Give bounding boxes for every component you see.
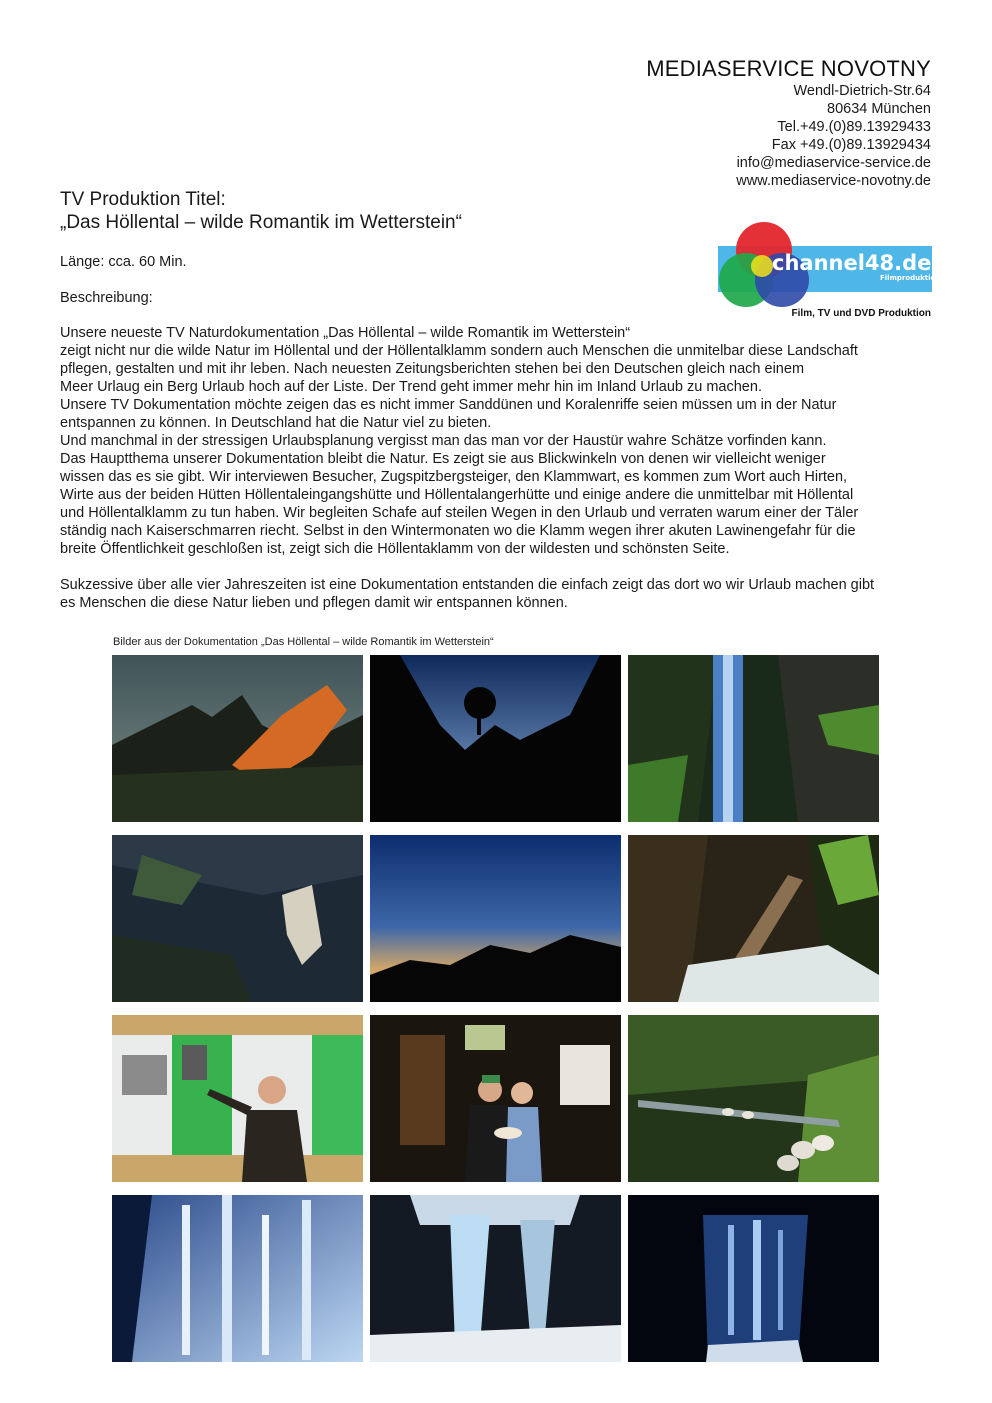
photo-ice-cave	[628, 1195, 879, 1362]
paragraph-1	[60, 324, 940, 558]
text-line: entspannen zu können. In Deutschland hat die Natur viel zu bieten.	[60, 415, 492, 431]
description-label: Beschreibung:	[60, 290, 153, 306]
text-line: und Höllentalklamm zu tun haben. Wir begleiten Schafe auf steilen Wegen in den Urlaub und verraten warum einer der Täler	[60, 505, 859, 521]
phone-number: Tel.+49.(0)89.13929433	[777, 119, 931, 135]
photo-gallery	[112, 655, 879, 1362]
paragraph-2	[60, 576, 940, 612]
text-line: Unsere neueste TV Naturdokumentation „Das Höllental – wilde Romantik im Wetterstein“	[60, 325, 631, 341]
logo-caption: Film, TV und DVD Produktion	[791, 308, 931, 319]
text-line: ständig nach Kaiserschmarren riecht. Selbst in den Wintermonaten wo die Klamm wegen ihrer akuten Lawinengefahr für die	[60, 523, 856, 539]
fax-number: Fax +49.(0)89.13929434	[771, 137, 931, 153]
text-line: Meer Urlaug ein Berg Urlaub hoch auf der Liste. Der Trend geht immer mehr hin im Inland Urlaub zu machen.	[60, 379, 762, 395]
email-address: info@mediaservice-service.de	[736, 155, 931, 171]
title-block	[60, 188, 462, 234]
photo-sheep-bridge	[628, 1015, 879, 1182]
text-line: Das Hauptthema unserer Dokumentation bleibt die Natur. Es zeigt sie aus Blickwinkeln von denen wir vielleicht weniger	[60, 451, 826, 467]
photo-ice-wall	[112, 1195, 363, 1362]
title-label: TV Produktion Titel:	[60, 189, 226, 210]
photo-mountain-dawn	[112, 655, 363, 822]
gallery-caption: Bilder aus der Dokumentation „Das Höllental – wilde Romantik im Wetterstein“	[113, 636, 494, 648]
photo-hut-hosts	[370, 1015, 621, 1182]
photo-rock-crevice	[112, 835, 363, 1002]
website-url: www.mediaservice-novotny.de	[736, 173, 931, 189]
text-line: breite Öffentlichkeit geschloßen ist, zeigt sich die Höllentaklamm von der wildesten und schönsten Seite.	[60, 541, 730, 557]
photo-waterfall-gorge	[628, 655, 879, 822]
company-header	[646, 56, 931, 190]
photo-tree-silhouette	[370, 655, 621, 822]
photo-exhibition-man	[112, 1015, 363, 1182]
text-line: Und manchmal in der stressigen Urlaubsplanung vergisst man das man vor der Haustür wahre Schätze vorfinden kann.	[60, 433, 827, 449]
photo-night-ridge	[370, 835, 621, 1002]
description-body	[60, 324, 940, 612]
photo-gorge-stream	[628, 835, 879, 1002]
photo-frozen-waterfall	[370, 1195, 621, 1362]
text-line: pflegen, gestalten und mit ihr leben. Nach neuesten Zeitungsberichten stehen bei den Deutschen gleich nach einem	[60, 361, 805, 377]
text-line: es Menschen die diese Natur lieben und pflegen damit wir entspannen können.	[60, 595, 568, 611]
text-line: Unsere TV Dokumentation möchte zeigen das es nicht immer Sanddünen und Koralenriffe seien müssen um in der Natur	[60, 397, 837, 413]
logo-subtext: Filmproduktion	[880, 274, 941, 282]
text-line: Sukzessive über alle vier Jahreszeiten ist eine Dokumentation entstanden die einfach zeigt das dort wo wir Urlaub machen gibt	[60, 577, 875, 593]
company-name: MEDIASERVICE NOVOTNY	[646, 56, 931, 81]
text-line: zeigt nicht nur die wilde Natur im Höllental und der Höllentalklamm sondern auch Menschen die unmitelbar diese Landschaft	[60, 343, 858, 359]
address-city: 80634 München	[827, 101, 931, 117]
text-line: Wirte aus der beiden Hütten Höllentaleingangshütte und Höllentalangerhütte und einige andere die unmittelbar mit Höllental	[60, 487, 854, 503]
address-street: Wendl-Dietrich-Str.64	[793, 83, 931, 99]
text-line: wissen das es sie gibt. Wir interviewen Besucher, Zugspitzbergsteiger, den Klammwart, es kommen zum Wort auch Hirten,	[60, 469, 848, 485]
length-line: Länge: cca. 60 Min.	[60, 254, 187, 270]
logo-yellow-circle	[751, 255, 773, 277]
logo-text: channel48.de	[772, 251, 932, 275]
production-title: „Das Höllental – wilde Romantik im Wetterstein“	[60, 212, 462, 233]
channel48-logo	[716, 220, 941, 320]
